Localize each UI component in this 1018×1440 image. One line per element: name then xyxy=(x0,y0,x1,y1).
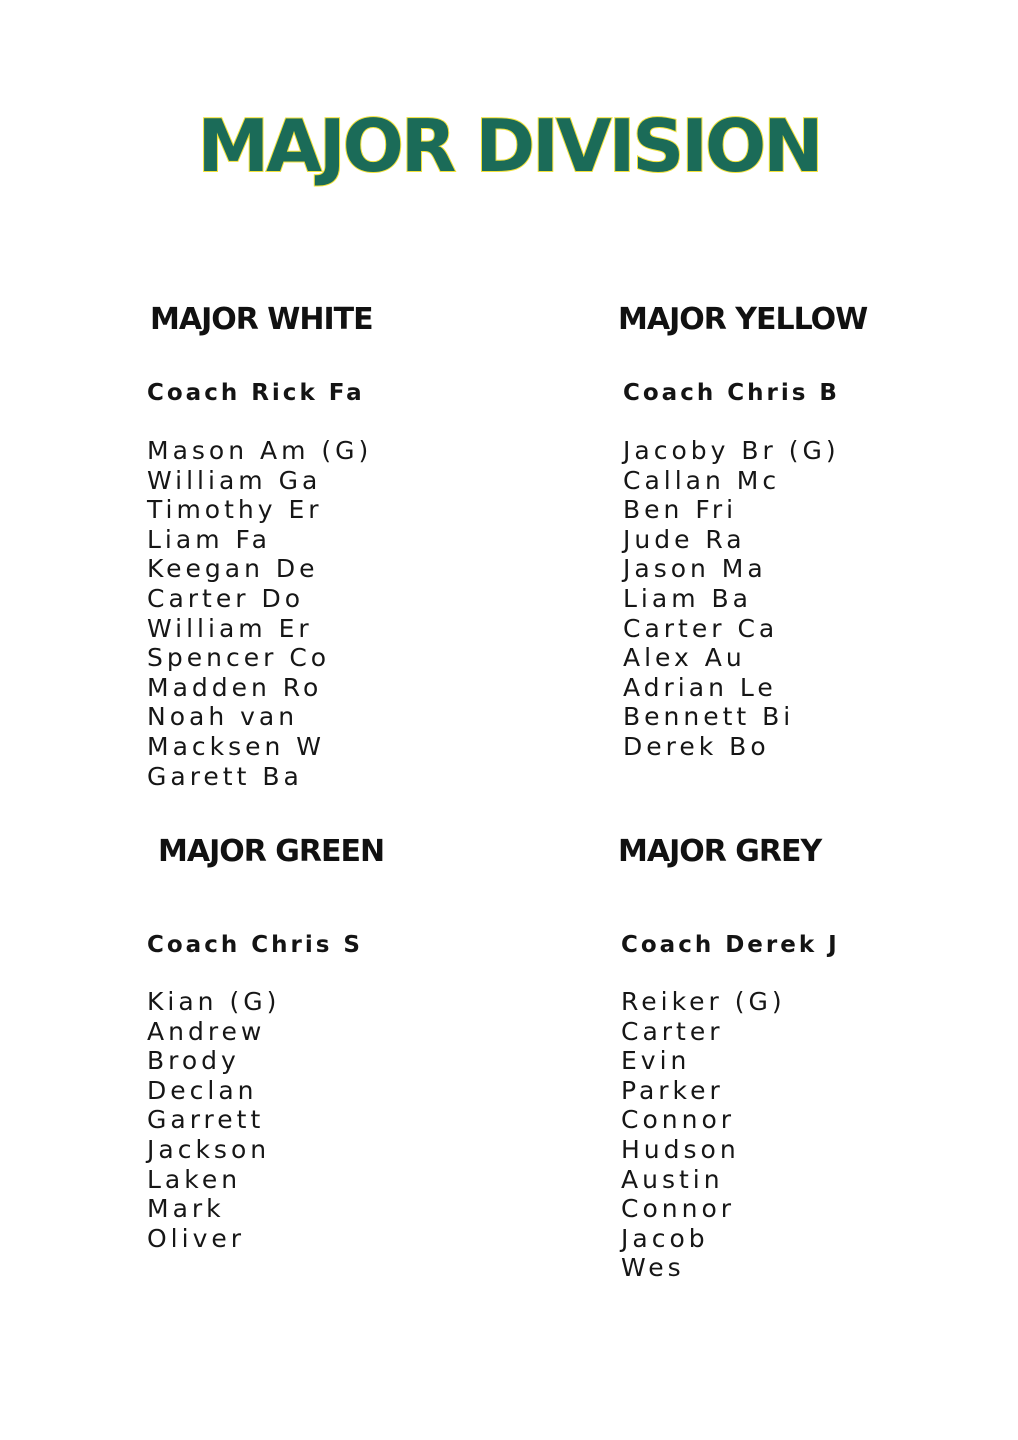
player-name: William Ga xyxy=(147,465,322,495)
player-name: Austin xyxy=(621,1164,724,1194)
player-name: Declan xyxy=(147,1075,258,1105)
player-name: Mark xyxy=(147,1194,225,1224)
player-name: Garrett xyxy=(147,1105,265,1135)
player-list xyxy=(623,436,840,762)
player-name: Liam Ba xyxy=(623,583,752,613)
player-name: Garett Ba xyxy=(147,761,303,791)
player-name: Carter xyxy=(621,1016,724,1046)
team-name: MAJOR WHITE xyxy=(150,302,373,337)
player-name: Carter Ca xyxy=(623,613,779,643)
page-title: MAJOR DIVISION xyxy=(197,104,821,188)
team-name: MAJOR YELLOW xyxy=(618,302,868,337)
player-name: Liam Fa xyxy=(147,524,271,554)
team-name: MAJOR GREY xyxy=(618,834,822,869)
player-list xyxy=(621,987,786,1283)
player-name: Spencer Co xyxy=(147,643,331,673)
player-name: Noah van xyxy=(147,702,299,732)
player-name: Laken xyxy=(147,1164,242,1194)
coach-name: Coach Chris B xyxy=(623,380,840,406)
player-name: Kian (G) xyxy=(147,987,281,1016)
player-name: Wes xyxy=(621,1253,685,1283)
player-name: Oliver xyxy=(147,1223,246,1253)
player-name: Carter Do xyxy=(147,583,305,613)
player-name: Hudson xyxy=(621,1134,740,1164)
player-list xyxy=(147,987,280,1253)
coach-name: Coach Chris S xyxy=(147,932,363,958)
player-name: Jason Ma xyxy=(623,554,767,584)
player-name: Derek Bo xyxy=(623,731,770,761)
player-name: William Er xyxy=(147,613,313,643)
player-name: Macksen W xyxy=(147,731,326,761)
player-name: Connor xyxy=(621,1194,736,1224)
player-name: Brody xyxy=(147,1046,240,1076)
player-name: Evin xyxy=(621,1046,691,1076)
player-name: Timothy Er xyxy=(147,495,323,525)
player-name: Mason Am (G) xyxy=(147,436,373,465)
player-name: Parker xyxy=(621,1075,724,1105)
player-name: Ben Fri xyxy=(623,495,738,525)
team-name: MAJOR GREEN xyxy=(158,834,385,869)
coach-name: Coach Rick Fa xyxy=(147,380,365,406)
player-name: Reiker (G) xyxy=(621,987,786,1016)
player-name: Alex Au xyxy=(623,643,746,673)
player-name: Jude Ra xyxy=(623,524,746,554)
player-name: Jacoby Br (G) xyxy=(623,436,840,465)
coach-name: Coach Derek J xyxy=(621,932,840,958)
player-name: Bennett Bi xyxy=(623,702,795,732)
player-name: Andrew xyxy=(147,1016,266,1046)
player-list xyxy=(147,436,372,791)
player-name: Madden Ro xyxy=(147,672,323,702)
player-name: Jackson xyxy=(147,1134,271,1164)
player-name: Callan Mc xyxy=(623,465,781,495)
player-name: Connor xyxy=(621,1105,736,1135)
player-name: Jacob xyxy=(621,1223,709,1253)
player-name: Keegan De xyxy=(147,554,319,584)
player-name: Adrian Le xyxy=(623,672,777,702)
